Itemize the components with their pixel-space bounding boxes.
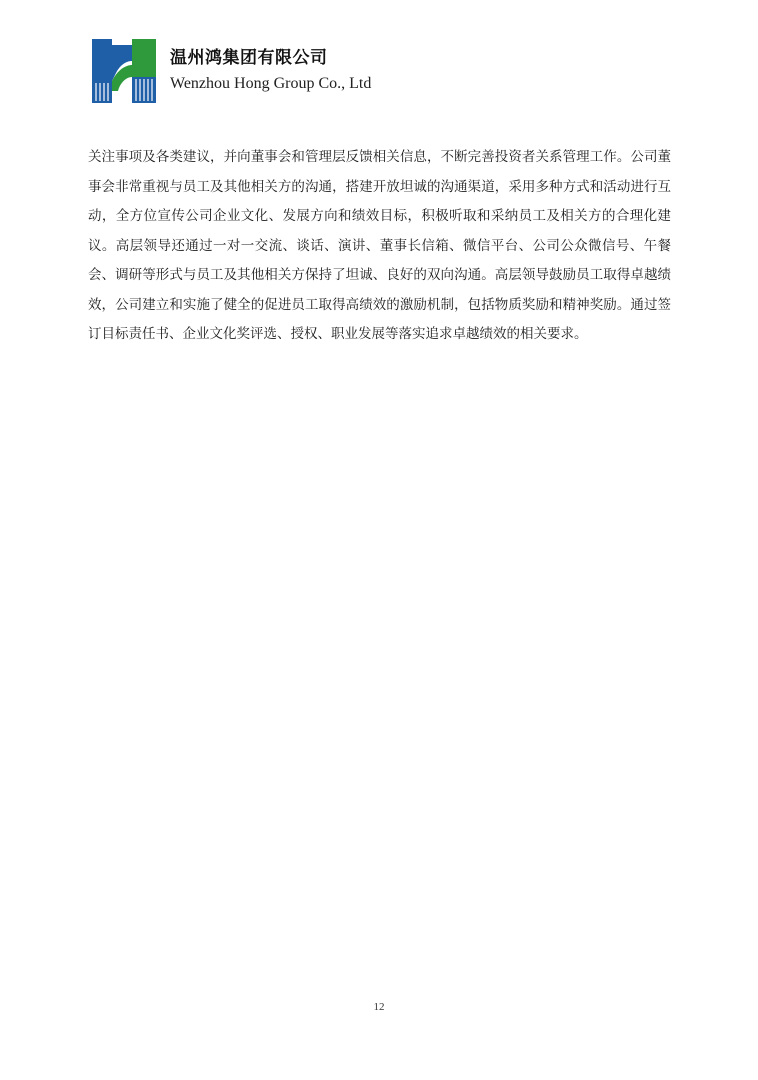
page-header bbox=[92, 38, 371, 104]
wenzhou-hong-group-logo-icon bbox=[92, 39, 156, 103]
company-name-en: Wenzhou Hong Group Co., Ltd bbox=[170, 75, 372, 92]
company-name-cn: 温州鸿集团有限公司 bbox=[170, 48, 328, 68]
body-paragraph: 关注事项及各类建议，并向董事会和管理层反馈相关信息，不断完善投资者关系管理工作。公司董事会非常重视与员工及其他相关方的沟通，搭建开放坦诚的沟通渠道，采用多种方式和活动进行互动，全方位宣传公司企业文化、发展方向和绩效目标，积极听取和采纳员工及相关方的合理化建议。高层领导还通过一对一交流、谈话、演讲、董事长信箱、微信平台、公司公众微信号、午餐会、调研等形式与员工及其他相关方保持了坦诚、良好的双向沟通。高层领导鼓励员工取得卓越绩效，公司建立和实施了健全的促进员工取得高绩效的激励机制，包括物质奖励和精神奖励。通过签订目标责任书、企业文化奖评选、授权、职业发展等落实追求卓越绩效的相关要求。 bbox=[88, 149, 671, 342]
page-number: 12 bbox=[373, 1001, 385, 1013]
company-name-block bbox=[170, 47, 371, 95]
